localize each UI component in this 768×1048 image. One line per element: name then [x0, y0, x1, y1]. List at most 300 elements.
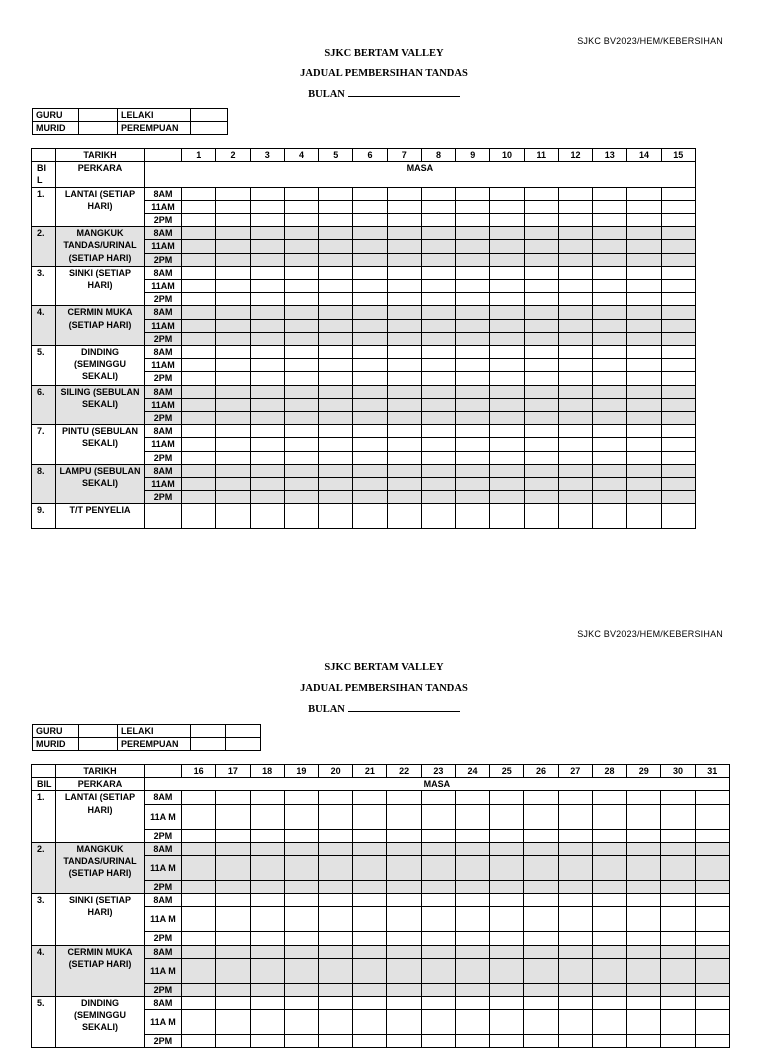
check-cell[interactable] — [387, 200, 421, 213]
check-cell[interactable] — [455, 958, 489, 983]
check-cell[interactable] — [387, 293, 421, 306]
check-cell[interactable] — [353, 227, 387, 240]
check-cell[interactable] — [353, 932, 387, 945]
check-cell[interactable] — [695, 945, 729, 958]
check-cell[interactable] — [250, 842, 284, 855]
check-cell[interactable] — [661, 856, 695, 881]
check-cell[interactable] — [216, 1010, 250, 1035]
guru-value[interactable] — [79, 725, 118, 738]
check-cell[interactable] — [250, 372, 284, 385]
check-cell[interactable] — [627, 438, 661, 451]
check-cell[interactable] — [284, 319, 318, 332]
check-cell[interactable] — [284, 842, 318, 855]
check-cell[interactable] — [250, 346, 284, 359]
check-cell[interactable] — [387, 997, 421, 1010]
check-cell[interactable] — [524, 478, 558, 491]
murid-value[interactable] — [79, 738, 118, 751]
check-cell[interactable] — [661, 372, 695, 385]
check-cell[interactable] — [216, 829, 250, 842]
check-cell[interactable] — [284, 997, 318, 1010]
check-cell[interactable] — [182, 266, 216, 279]
check-cell[interactable] — [661, 932, 695, 945]
check-cell[interactable] — [490, 478, 524, 491]
lelaki-value-2[interactable] — [226, 725, 261, 738]
check-cell[interactable] — [182, 332, 216, 345]
check-cell[interactable] — [250, 997, 284, 1010]
check-cell[interactable] — [421, 983, 455, 996]
check-cell[interactable] — [421, 293, 455, 306]
check-cell[interactable] — [455, 945, 489, 958]
check-cell[interactable] — [627, 266, 661, 279]
check-cell[interactable] — [661, 253, 695, 266]
check-cell[interactable] — [695, 829, 729, 842]
check-cell[interactable] — [319, 932, 353, 945]
check-cell[interactable] — [250, 266, 284, 279]
check-cell[interactable] — [421, 491, 455, 504]
check-cell[interactable] — [421, 319, 455, 332]
signature-cell[interactable] — [250, 504, 284, 529]
signature-cell[interactable] — [456, 504, 490, 529]
check-cell[interactable] — [284, 958, 318, 983]
check-cell[interactable] — [593, 425, 627, 438]
check-cell[interactable] — [490, 464, 524, 477]
check-cell[interactable] — [695, 1010, 729, 1035]
check-cell[interactable] — [593, 253, 627, 266]
check-cell[interactable] — [319, 491, 353, 504]
check-cell[interactable] — [558, 894, 592, 907]
check-cell[interactable] — [421, 280, 455, 293]
check-cell[interactable] — [216, 983, 250, 996]
check-cell[interactable] — [250, 829, 284, 842]
check-cell[interactable] — [319, 253, 353, 266]
check-cell[interactable] — [558, 412, 592, 425]
check-cell[interactable] — [695, 997, 729, 1010]
check-cell[interactable] — [593, 438, 627, 451]
check-cell[interactable] — [593, 214, 627, 227]
check-cell[interactable] — [250, 894, 284, 907]
check-cell[interactable] — [593, 451, 627, 464]
check-cell[interactable] — [592, 997, 626, 1010]
check-cell[interactable] — [695, 894, 729, 907]
check-cell[interactable] — [216, 398, 250, 411]
check-cell[interactable] — [593, 293, 627, 306]
check-cell[interactable] — [387, 804, 421, 829]
check-cell[interactable] — [661, 983, 695, 996]
check-cell[interactable] — [284, 214, 318, 227]
check-cell[interactable] — [524, 464, 558, 477]
check-cell[interactable] — [558, 214, 592, 227]
check-cell[interactable] — [558, 306, 592, 319]
check-cell[interactable] — [627, 253, 661, 266]
guru-value[interactable] — [79, 109, 118, 122]
check-cell[interactable] — [216, 332, 250, 345]
check-cell[interactable] — [353, 829, 387, 842]
check-cell[interactable] — [421, 187, 455, 200]
check-cell[interactable] — [490, 372, 524, 385]
check-cell[interactable] — [250, 280, 284, 293]
signature-cell[interactable] — [353, 504, 387, 529]
check-cell[interactable] — [284, 1010, 318, 1035]
check-cell[interactable] — [387, 240, 421, 253]
check-cell[interactable] — [353, 200, 387, 213]
check-cell[interactable] — [524, 187, 558, 200]
check-cell[interactable] — [558, 227, 592, 240]
check-cell[interactable] — [524, 319, 558, 332]
signature-cell[interactable] — [387, 504, 421, 529]
check-cell[interactable] — [661, 266, 695, 279]
check-cell[interactable] — [387, 319, 421, 332]
check-cell[interactable] — [284, 491, 318, 504]
check-cell[interactable] — [216, 425, 250, 438]
check-cell[interactable] — [558, 1035, 592, 1048]
check-cell[interactable] — [387, 346, 421, 359]
check-cell[interactable] — [592, 932, 626, 945]
check-cell[interactable] — [627, 200, 661, 213]
check-cell[interactable] — [490, 856, 524, 881]
check-cell[interactable] — [319, 1010, 353, 1035]
check-cell[interactable] — [661, 280, 695, 293]
check-cell[interactable] — [558, 438, 592, 451]
check-cell[interactable] — [250, 856, 284, 881]
check-cell[interactable] — [250, 907, 284, 932]
check-cell[interactable] — [593, 306, 627, 319]
check-cell[interactable] — [353, 464, 387, 477]
check-cell[interactable] — [592, 1035, 626, 1048]
check-cell[interactable] — [387, 227, 421, 240]
check-cell[interactable] — [284, 240, 318, 253]
check-cell[interactable] — [319, 319, 353, 332]
check-cell[interactable] — [627, 856, 661, 881]
check-cell[interactable] — [387, 425, 421, 438]
check-cell[interactable] — [284, 881, 318, 894]
lelaki-value[interactable] — [191, 109, 228, 122]
check-cell[interactable] — [593, 359, 627, 372]
check-cell[interactable] — [216, 438, 250, 451]
signature-cell[interactable] — [182, 504, 216, 529]
check-cell[interactable] — [490, 214, 524, 227]
check-cell[interactable] — [558, 319, 592, 332]
check-cell[interactable] — [627, 932, 661, 945]
check-cell[interactable] — [319, 842, 353, 855]
check-cell[interactable] — [661, 804, 695, 829]
check-cell[interactable] — [558, 491, 592, 504]
check-cell[interactable] — [421, 398, 455, 411]
check-cell[interactable] — [182, 997, 216, 1010]
check-cell[interactable] — [387, 253, 421, 266]
check-cell[interactable] — [524, 842, 558, 855]
check-cell[interactable] — [558, 881, 592, 894]
check-cell[interactable] — [387, 280, 421, 293]
check-cell[interactable] — [593, 398, 627, 411]
check-cell[interactable] — [661, 227, 695, 240]
check-cell[interactable] — [592, 842, 626, 855]
check-cell[interactable] — [387, 907, 421, 932]
check-cell[interactable] — [490, 894, 524, 907]
check-cell[interactable] — [319, 464, 353, 477]
check-cell[interactable] — [524, 332, 558, 345]
check-cell[interactable] — [182, 398, 216, 411]
check-cell[interactable] — [661, 240, 695, 253]
check-cell[interactable] — [593, 464, 627, 477]
check-cell[interactable] — [353, 214, 387, 227]
check-cell[interactable] — [524, 398, 558, 411]
check-cell[interactable] — [456, 214, 490, 227]
check-cell[interactable] — [558, 907, 592, 932]
check-cell[interactable] — [490, 425, 524, 438]
check-cell[interactable] — [387, 478, 421, 491]
check-cell[interactable] — [456, 398, 490, 411]
check-cell[interactable] — [627, 306, 661, 319]
check-cell[interactable] — [284, 412, 318, 425]
check-cell[interactable] — [182, 932, 216, 945]
check-cell[interactable] — [661, 214, 695, 227]
check-cell[interactable] — [421, 842, 455, 855]
check-cell[interactable] — [524, 425, 558, 438]
check-cell[interactable] — [456, 227, 490, 240]
check-cell[interactable] — [216, 491, 250, 504]
check-cell[interactable] — [661, 451, 695, 464]
check-cell[interactable] — [558, 200, 592, 213]
check-cell[interactable] — [592, 958, 626, 983]
check-cell[interactable] — [558, 829, 592, 842]
check-cell[interactable] — [250, 385, 284, 398]
check-cell[interactable] — [524, 385, 558, 398]
check-cell[interactable] — [216, 306, 250, 319]
check-cell[interactable] — [284, 398, 318, 411]
check-cell[interactable] — [558, 791, 592, 804]
check-cell[interactable] — [627, 907, 661, 932]
check-cell[interactable] — [490, 958, 524, 983]
check-cell[interactable] — [353, 478, 387, 491]
check-cell[interactable] — [524, 958, 558, 983]
check-cell[interactable] — [250, 240, 284, 253]
check-cell[interactable] — [216, 346, 250, 359]
check-cell[interactable] — [182, 359, 216, 372]
check-cell[interactable] — [353, 1035, 387, 1048]
check-cell[interactable] — [353, 894, 387, 907]
check-cell[interactable] — [558, 398, 592, 411]
check-cell[interactable] — [387, 842, 421, 855]
check-cell[interactable] — [284, 907, 318, 932]
check-cell[interactable] — [558, 958, 592, 983]
check-cell[interactable] — [182, 346, 216, 359]
check-cell[interactable] — [627, 451, 661, 464]
check-cell[interactable] — [661, 359, 695, 372]
check-cell[interactable] — [627, 280, 661, 293]
check-cell[interactable] — [456, 266, 490, 279]
check-cell[interactable] — [490, 997, 524, 1010]
check-cell[interactable] — [456, 332, 490, 345]
check-cell[interactable] — [456, 200, 490, 213]
check-cell[interactable] — [627, 881, 661, 894]
check-cell[interactable] — [661, 791, 695, 804]
check-cell[interactable] — [627, 385, 661, 398]
check-cell[interactable] — [216, 293, 250, 306]
check-cell[interactable] — [627, 372, 661, 385]
check-cell[interactable] — [250, 464, 284, 477]
check-cell[interactable] — [216, 842, 250, 855]
check-cell[interactable] — [284, 932, 318, 945]
check-cell[interactable] — [661, 881, 695, 894]
check-cell[interactable] — [592, 1010, 626, 1035]
check-cell[interactable] — [455, 829, 489, 842]
check-cell[interactable] — [387, 958, 421, 983]
check-cell[interactable] — [250, 319, 284, 332]
check-cell[interactable] — [593, 385, 627, 398]
check-cell[interactable] — [182, 804, 216, 829]
check-cell[interactable] — [490, 829, 524, 842]
signature-cell[interactable] — [661, 504, 695, 529]
check-cell[interactable] — [353, 997, 387, 1010]
check-cell[interactable] — [353, 1010, 387, 1035]
check-cell[interactable] — [627, 894, 661, 907]
check-cell[interactable] — [319, 332, 353, 345]
check-cell[interactable] — [182, 881, 216, 894]
check-cell[interactable] — [524, 804, 558, 829]
check-cell[interactable] — [319, 478, 353, 491]
check-cell[interactable] — [627, 491, 661, 504]
check-cell[interactable] — [524, 200, 558, 213]
check-cell[interactable] — [490, 200, 524, 213]
check-cell[interactable] — [558, 332, 592, 345]
check-cell[interactable] — [455, 856, 489, 881]
check-cell[interactable] — [421, 306, 455, 319]
check-cell[interactable] — [524, 412, 558, 425]
check-cell[interactable] — [216, 280, 250, 293]
check-cell[interactable] — [421, 451, 455, 464]
check-cell[interactable] — [524, 306, 558, 319]
check-cell[interactable] — [387, 214, 421, 227]
check-cell[interactable] — [661, 319, 695, 332]
check-cell[interactable] — [455, 804, 489, 829]
check-cell[interactable] — [490, 187, 524, 200]
check-cell[interactable] — [250, 478, 284, 491]
check-cell[interactable] — [490, 253, 524, 266]
check-cell[interactable] — [592, 881, 626, 894]
check-cell[interactable] — [182, 983, 216, 996]
check-cell[interactable] — [661, 187, 695, 200]
check-cell[interactable] — [250, 958, 284, 983]
check-cell[interactable] — [695, 842, 729, 855]
check-cell[interactable] — [319, 945, 353, 958]
check-cell[interactable] — [387, 856, 421, 881]
check-cell[interactable] — [284, 1035, 318, 1048]
check-cell[interactable] — [490, 907, 524, 932]
check-cell[interactable] — [182, 958, 216, 983]
check-cell[interactable] — [182, 319, 216, 332]
check-cell[interactable] — [284, 346, 318, 359]
check-cell[interactable] — [250, 491, 284, 504]
check-cell[interactable] — [387, 791, 421, 804]
check-cell[interactable] — [284, 425, 318, 438]
check-cell[interactable] — [490, 398, 524, 411]
check-cell[interactable] — [455, 1010, 489, 1035]
check-cell[interactable] — [661, 829, 695, 842]
check-cell[interactable] — [695, 1035, 729, 1048]
check-cell[interactable] — [284, 280, 318, 293]
check-cell[interactable] — [524, 227, 558, 240]
check-cell[interactable] — [353, 412, 387, 425]
check-cell[interactable] — [421, 412, 455, 425]
check-cell[interactable] — [558, 983, 592, 996]
check-cell[interactable] — [524, 829, 558, 842]
check-cell[interactable] — [661, 997, 695, 1010]
check-cell[interactable] — [284, 306, 318, 319]
check-cell[interactable] — [627, 464, 661, 477]
check-cell[interactable] — [558, 346, 592, 359]
check-cell[interactable] — [250, 791, 284, 804]
check-cell[interactable] — [661, 958, 695, 983]
check-cell[interactable] — [661, 412, 695, 425]
check-cell[interactable] — [284, 200, 318, 213]
check-cell[interactable] — [353, 359, 387, 372]
check-cell[interactable] — [387, 1010, 421, 1035]
check-cell[interactable] — [455, 907, 489, 932]
check-cell[interactable] — [592, 945, 626, 958]
perempuan-value[interactable] — [191, 738, 226, 751]
check-cell[interactable] — [182, 425, 216, 438]
check-cell[interactable] — [250, 932, 284, 945]
check-cell[interactable] — [661, 398, 695, 411]
check-cell[interactable] — [558, 945, 592, 958]
check-cell[interactable] — [490, 1010, 524, 1035]
check-cell[interactable] — [182, 945, 216, 958]
check-cell[interactable] — [592, 791, 626, 804]
check-cell[interactable] — [695, 804, 729, 829]
check-cell[interactable] — [182, 187, 216, 200]
check-cell[interactable] — [490, 240, 524, 253]
check-cell[interactable] — [284, 385, 318, 398]
check-cell[interactable] — [387, 881, 421, 894]
check-cell[interactable] — [353, 332, 387, 345]
check-cell[interactable] — [250, 881, 284, 894]
check-cell[interactable] — [490, 227, 524, 240]
check-cell[interactable] — [216, 1035, 250, 1048]
check-cell[interactable] — [353, 240, 387, 253]
check-cell[interactable] — [593, 227, 627, 240]
check-cell[interactable] — [182, 306, 216, 319]
check-cell[interactable] — [284, 478, 318, 491]
check-cell[interactable] — [319, 958, 353, 983]
check-cell[interactable] — [284, 804, 318, 829]
check-cell[interactable] — [524, 240, 558, 253]
perempuan-value[interactable] — [191, 122, 228, 135]
check-cell[interactable] — [558, 359, 592, 372]
check-cell[interactable] — [627, 187, 661, 200]
signature-cell[interactable] — [319, 504, 353, 529]
check-cell[interactable] — [558, 856, 592, 881]
check-cell[interactable] — [250, 1010, 284, 1035]
check-cell[interactable] — [592, 907, 626, 932]
check-cell[interactable] — [250, 412, 284, 425]
check-cell[interactable] — [387, 491, 421, 504]
check-cell[interactable] — [182, 464, 216, 477]
signature-cell[interactable] — [627, 504, 661, 529]
check-cell[interactable] — [216, 227, 250, 240]
check-cell[interactable] — [524, 438, 558, 451]
check-cell[interactable] — [216, 997, 250, 1010]
check-cell[interactable] — [627, 425, 661, 438]
check-cell[interactable] — [319, 451, 353, 464]
check-cell[interactable] — [455, 1035, 489, 1048]
check-cell[interactable] — [216, 359, 250, 372]
check-cell[interactable] — [387, 372, 421, 385]
check-cell[interactable] — [182, 280, 216, 293]
check-cell[interactable] — [627, 804, 661, 829]
check-cell[interactable] — [353, 881, 387, 894]
check-cell[interactable] — [421, 200, 455, 213]
check-cell[interactable] — [319, 997, 353, 1010]
